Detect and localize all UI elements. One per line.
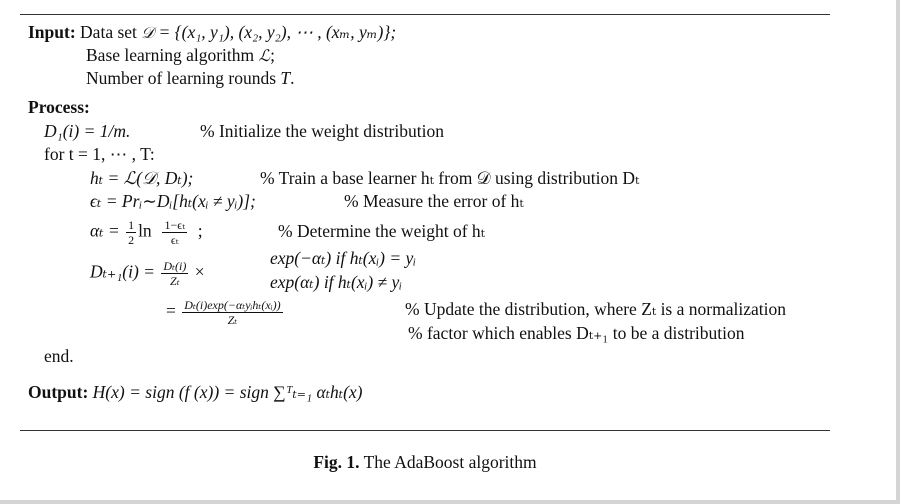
alpha-left: αₜ = <box>90 220 125 241</box>
alpha-fraction-2 <box>162 218 187 247</box>
input-rounds-end: . <box>290 68 295 88</box>
learner-symbol: ℒ <box>258 46 271 65</box>
alpha-comment: % Determine the weight of hₜ <box>278 221 485 241</box>
error-comment: % Measure the error of hₜ <box>344 191 524 211</box>
update-frac-num: Dₜ(i) <box>163 259 187 273</box>
input-base-end: ; <box>270 45 275 65</box>
input-line-2 <box>86 45 275 66</box>
update-frac-den: Zₜ <box>170 274 180 288</box>
alpha-frac2-den: ϵₜ <box>170 233 179 247</box>
alpha-frac2-num: 1−ϵₜ <box>164 218 186 232</box>
update-case-2: exp(αₜ) if hₜ(xᵢ) ≠ yᵢ <box>270 272 403 292</box>
top-rule <box>20 14 830 15</box>
update-formula-2 <box>166 298 285 327</box>
update-frac2-num: Dₜ(i)exp(−αₜyᵢhₜ(xᵢ)) <box>184 298 281 312</box>
train-formula: hₜ = ℒ(𝒟, Dₜ); <box>90 168 194 188</box>
alpha-frac-den: 2 <box>128 233 135 247</box>
alpha-formula <box>90 218 203 247</box>
input-data-set: = {(x₁, y₁), (x₂, y₂), ⋯ , (xₘ, yₘ)}; <box>158 22 397 42</box>
update-eq: = <box>166 300 176 321</box>
end-keyword: end. <box>44 346 74 366</box>
input-rounds-var: T <box>280 68 291 88</box>
bottom-rule <box>20 430 830 431</box>
update-case-1: exp(−αₜ) if hₜ(xᵢ) = yᵢ <box>270 248 417 268</box>
process-label: Process: <box>28 97 90 117</box>
update-formula <box>90 259 205 288</box>
alpha-frac-num: 1 <box>128 218 135 232</box>
alpha-ln: ln <box>138 220 152 241</box>
init-formula: D₁(i) = 1/m. <box>44 121 131 141</box>
output-line <box>28 382 363 402</box>
update-times: × <box>194 261 205 282</box>
update-fraction-2 <box>182 298 282 327</box>
figure-caption <box>0 452 850 473</box>
dataset-symbol: 𝒟 <box>141 23 155 42</box>
update-comment-2: % factor which enables Dₜ₊₁ to be a distribution <box>408 323 745 343</box>
output-formula: H(x) = sign (f (x)) = sign ∑ᵀₜ₌₁ αₜhₜ(x) <box>92 382 363 402</box>
alpha-end: ; <box>197 220 203 241</box>
input-line-3 <box>86 68 295 88</box>
caption-label: Fig. 1. <box>313 452 360 472</box>
update-left: Dₜ₊₁(i) = <box>90 261 160 282</box>
update-frac2-den: Zₜ <box>227 313 238 327</box>
caption-text: The AdaBoost algorithm <box>359 452 537 472</box>
output-label: Output: <box>28 382 89 402</box>
alpha-fraction <box>126 218 136 247</box>
input-base-text: Base learning algorithm <box>86 45 259 65</box>
init-comment: % Initialize the weight distribution <box>200 121 444 141</box>
input-line-1 <box>28 22 396 43</box>
loop-header: for t = 1, ⋯ , T: <box>44 144 155 164</box>
input-label: Input: <box>28 22 76 42</box>
update-comment-1: % Update the distribution, where Zₜ is a normalization <box>405 299 786 319</box>
update-fraction <box>161 259 188 288</box>
input-rounds-text: Number of learning rounds <box>86 68 281 88</box>
input-data-text: Data set <box>80 22 142 42</box>
train-comment: % Train a base learner hₜ from 𝒟 using distribution Dₜ <box>260 168 640 188</box>
error-formula: ϵₜ = Prᵢ∼Dᵢ[hₜ(xᵢ ≠ yᵢ)]; <box>90 191 256 211</box>
